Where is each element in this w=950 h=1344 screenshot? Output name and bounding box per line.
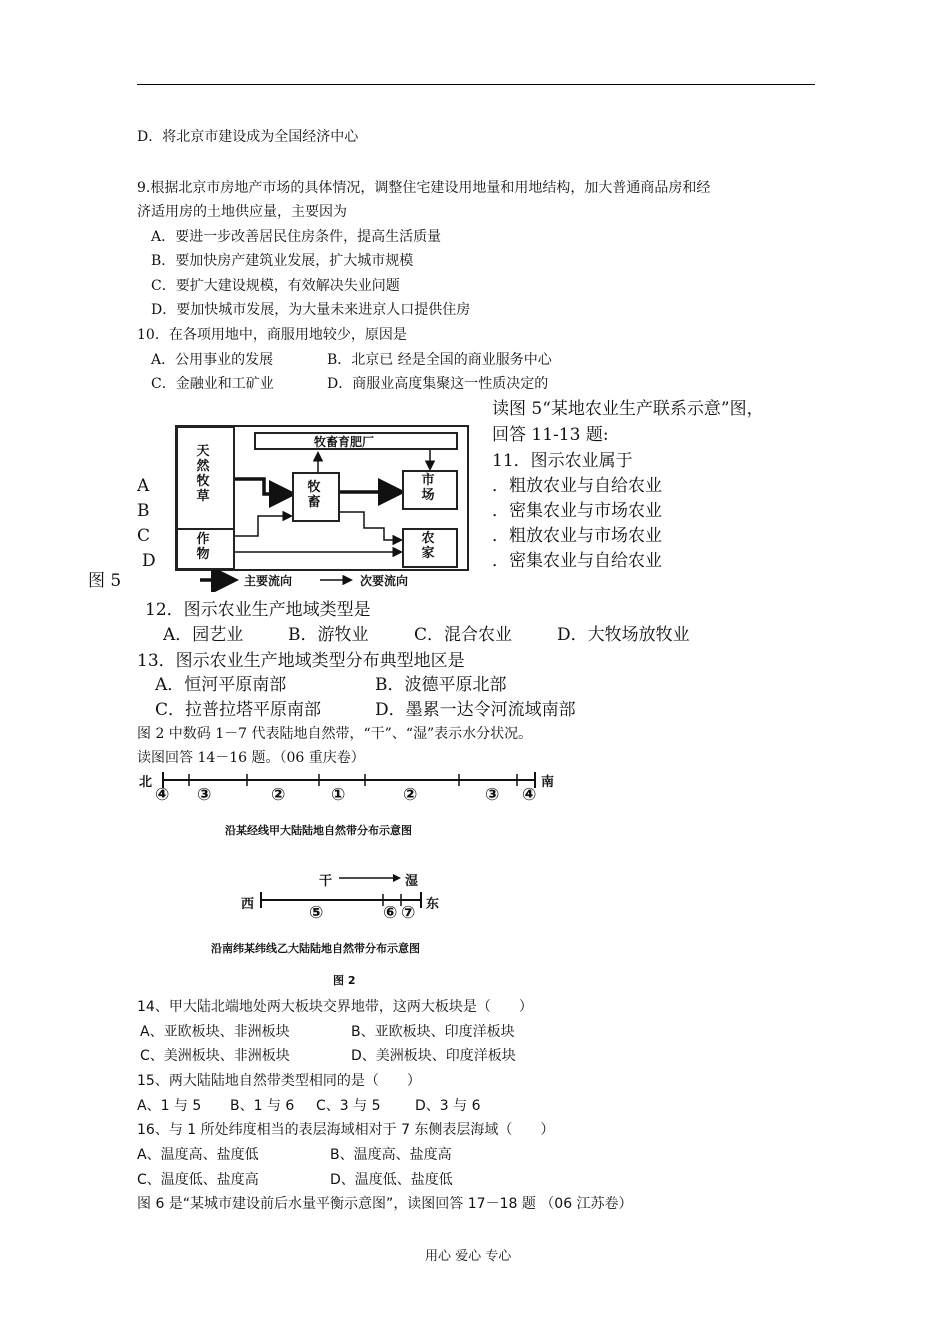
q16-option-d: D、温度低、盐度低	[330, 1172, 453, 1188]
q13-option-b: B．波德平原北部	[375, 675, 507, 695]
q11-letter-b: B	[137, 501, 150, 521]
q11-option-c: ．粗放农业与市场农业	[492, 526, 662, 546]
fig2-label: 图 2	[333, 974, 356, 987]
q11-letter-d: D	[142, 551, 156, 571]
q10-option-b: B．北京已 经是全国的商业服务中心	[327, 352, 552, 368]
fig5-label: 图 5	[88, 571, 122, 591]
q10-stem: 10．在各项用地中，商服用地较少，原因是	[137, 327, 407, 343]
q13-option-d: D．墨累一达令河流域南部	[375, 700, 576, 720]
pasture-label: 天然牧草	[196, 444, 210, 504]
q13-option-a: A．恒河平原南部	[155, 675, 287, 695]
q12-option-d: D．大牧场放牧业	[557, 625, 690, 645]
q14-option-c: C、美洲板块、非洲板块	[140, 1048, 290, 1064]
north-label: 北	[139, 775, 153, 790]
q17-intro: 图 6 是“某城市建设前后水量平衡示意图”，读图回答 17－18 题 （06 江苏卷）	[137, 1196, 633, 1212]
q14-option-a: A、亚欧板块、非洲板块	[140, 1024, 290, 1040]
top-zone-2-left: ②	[271, 785, 286, 805]
q9-option-d: D．要加快城市发展，为大量未来进京人口提供住房	[151, 302, 471, 318]
q10-option-a: A．公用事业的发展	[151, 352, 274, 368]
q9-option-a: A．要进一步改善居民住房条件，提高生活质量	[151, 229, 442, 245]
west-label: 西	[241, 897, 255, 912]
top-zone-2-right: ②	[403, 785, 418, 805]
q11-option-d: ．密集农业与自给农业	[492, 551, 662, 571]
legend-main-label: 主要流向	[244, 574, 293, 588]
q9-option-c: C．要扩大建设规模，有效解决失业问题	[151, 278, 400, 294]
farmer-label: 农家	[421, 531, 435, 561]
top-zone-3-right: ③	[485, 785, 500, 805]
bottom-zone-5: ⑤	[309, 903, 324, 923]
q8-option-d: D．将北京市建设成为全国经济中心	[137, 129, 359, 145]
q11-option-b: ．密集农业与市场农业	[492, 501, 662, 521]
q14-option-b: B、亚欧板块、印度洋板块	[351, 1024, 515, 1040]
q16-option-c: C、温度低、盐度高	[137, 1172, 259, 1188]
south-label: 南	[541, 775, 555, 790]
legend-secondary-label: 次要流向	[360, 574, 409, 588]
crops-label: 作物	[196, 532, 210, 562]
fig2-intro-line1: 图 2 中数码 1－7 代表陆地自然带，“干”、“湿”表示水分状况。	[137, 726, 533, 742]
q15-option-d: D、3 与 6	[415, 1098, 481, 1114]
q11-letter-c: C	[137, 526, 151, 546]
q16-option-b: B、温度高、盐度高	[330, 1147, 452, 1163]
q9-stem-line2: 济适用房的土地供应量，主要因为	[137, 204, 347, 220]
q12-option-c: C．混合农业	[414, 625, 513, 645]
market-label: 市场	[421, 473, 435, 503]
q12-option-a: A．园艺业	[163, 625, 244, 645]
fig2-caption-a: 沿某经线甲大陆陆地自然带分布示意图	[225, 824, 412, 837]
q12-stem: 12．图示农业生产地域类型是	[145, 600, 371, 620]
fig2-intro-line2: 读图回答 14－16 题。（06 重庆卷）	[137, 750, 365, 766]
q15-option-b: B、1 与 6	[230, 1098, 295, 1114]
livestock-label: 牧畜	[307, 480, 321, 510]
q11-letter-a: A	[137, 476, 150, 496]
q10-option-d: D．商服业高度集聚这一性质决定的	[327, 376, 549, 392]
q15-option-a: A、1 与 5	[137, 1098, 202, 1114]
q10-option-c: C．金融业和工矿业	[151, 376, 274, 392]
q14-stem: 14、甲大陆北端地处两大板块交界地带，这两大板块是（ ）	[137, 999, 533, 1015]
fig5-diagram	[174, 424, 474, 592]
q11-option-a: ．粗放农业与自给农业	[492, 476, 662, 496]
top-zone-3-left: ③	[197, 785, 212, 805]
page-footer: 用心 爱心 专心	[425, 1249, 512, 1264]
q16-option-a: A、温度高、盐度低	[137, 1147, 259, 1163]
q12-option-b: B．游牧业	[288, 625, 369, 645]
east-label: 东	[426, 897, 440, 912]
fig2-diagram	[137, 770, 567, 990]
q9-stem-line1: 9.根据北京市房地产市场的具体情况，调整住宅建设用地量和用地结构，加大普通商品房和经	[137, 180, 711, 196]
q13-option-c: C．拉普拉塔平原南部	[155, 700, 322, 720]
dry-label: 干	[319, 874, 333, 889]
top-zone-4-left: ④	[155, 785, 170, 805]
wet-label: 湿	[405, 874, 419, 889]
fig5-intro-line1: 读图 5“某地农业生产联系示意”图，	[492, 399, 764, 419]
fertilizer-label: 牧畜育肥厂	[314, 435, 375, 449]
fig5-intro-line2: 回答 11-13 题:	[492, 425, 609, 445]
top-zone-4-right: ④	[522, 785, 537, 805]
q13-stem: 13．图示农业生产地域类型分布典型地区是	[137, 651, 465, 671]
q11-stem: 11．图示农业属于	[492, 451, 633, 471]
q9-option-b: B．要加快房产建筑业发展，扩大城市规模	[151, 253, 414, 269]
top-zone-1: ①	[331, 785, 346, 805]
bottom-zone-7: ⑦	[401, 903, 416, 923]
fig2-caption-b: 沿南纬某纬线乙大陆陆地自然带分布示意图	[211, 942, 420, 955]
header-rule	[137, 84, 815, 85]
q15-option-c: C、3 与 5	[316, 1098, 381, 1114]
bottom-zone-6: ⑥	[383, 903, 398, 923]
q16-stem: 16、与 1 所处纬度相当的表层海域相对于 7 东侧表层海域（ ）	[137, 1122, 555, 1138]
q14-option-d: D、美洲板块、印度洋板块	[351, 1048, 516, 1064]
q15-stem: 15、两大陆陆地自然带类型相同的是（ ）	[137, 1073, 421, 1089]
